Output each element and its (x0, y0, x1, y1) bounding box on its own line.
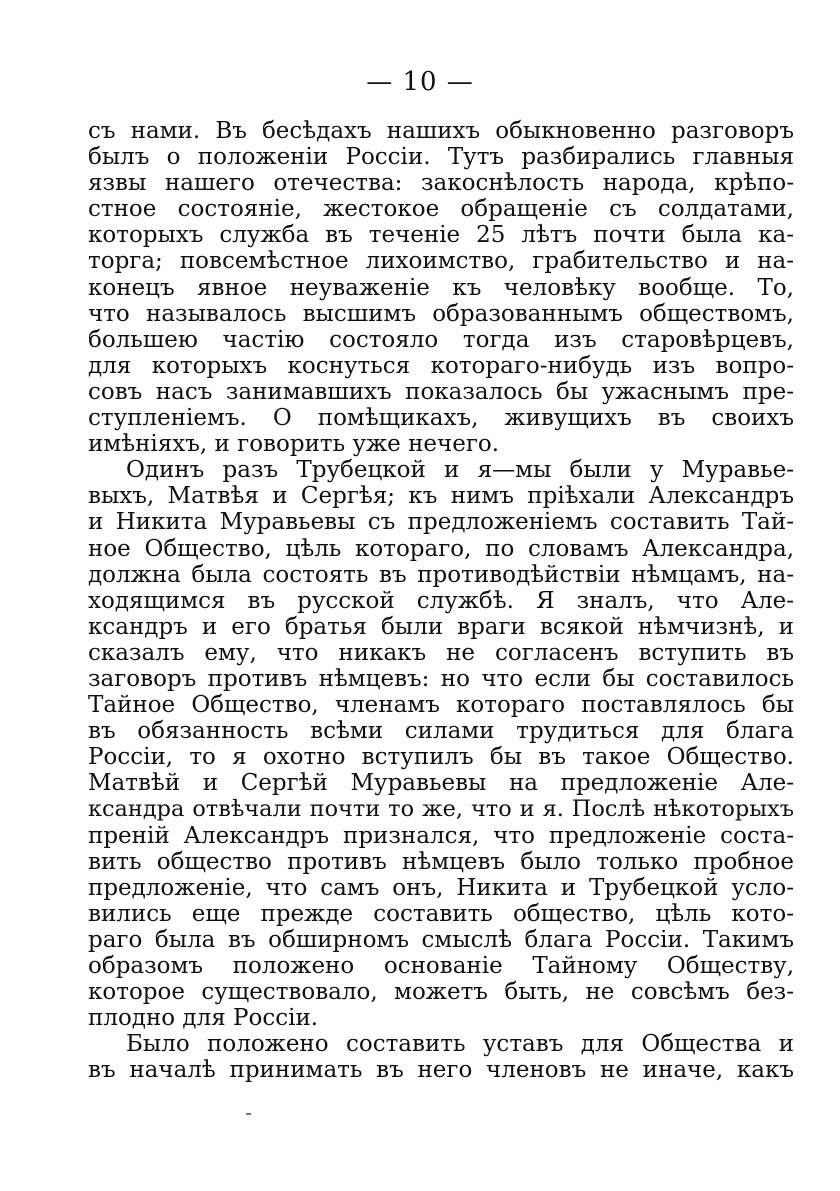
paragraph-start-line: Было положено составить уставъ для Общества и (126, 1031, 794, 1058)
text-line: сказалъ ему, что никакъ не согласенъ вступить въ (88, 639, 794, 666)
text-line: Россіи, то я охотно вступилъ бы въ такое Общество. (88, 744, 794, 771)
text-line: совъ насъ занимавшихъ показалось бы ужаснымъ пре- (88, 378, 794, 405)
text-line: ное Общество, цѣль котораго, по словамъ Александра, (88, 535, 794, 562)
text-line: выхъ, Матвѣя и Сергѣя; къ нимъ пріѣхали Александръ (88, 483, 794, 510)
text-line: Тайное Общество, членамъ котораго поставлялось бы (88, 692, 794, 719)
text-line: торга; повсемѣстное лихоимство, грабительство и на- (88, 248, 794, 275)
text-line: язвы нашего отечества: закоснѣлость народа, крѣпо- (88, 170, 794, 197)
text-line: ступленіемъ. О помѣщикахъ, живущихъ въ своихъ (88, 405, 794, 432)
text-line: преній Александръ признался, что предложеніе соста- (88, 822, 794, 849)
text-line: большею частію состояло тогда изъ старовѣрцевъ, (88, 326, 794, 353)
paragraph-end-line: плодно для Россіи. (88, 1005, 319, 1032)
text-line: для которыхъ коснуться котораго-нибудь изъ вопро- (88, 352, 794, 379)
page-number: — 10 — (366, 67, 474, 97)
text-line: стное состояніе, жестокое обращеніе съ солдатами, (88, 196, 794, 223)
text-line: въ началѣ принимать въ него членовъ не иначе, какъ (88, 1057, 794, 1084)
text-line: предложеніе, что самъ онъ, Никита и Трубецкой усло- (88, 874, 794, 901)
text-line: былъ о положеніи Россіи. Тутъ разбирались главныя (88, 144, 794, 171)
text-line: заговоръ противъ нѣмцевъ: но что если бы составилось (88, 665, 794, 692)
text-line: что называлось высшимъ образованнымъ обществомъ, (88, 300, 794, 327)
text-line: и Никита Муравьевы съ предложеніемъ составить Тай- (88, 509, 794, 536)
text-line: образомъ положено основаніе Тайному Обществу, (88, 953, 794, 979)
text-line: Матвѣй и Сергѣй Муравьевы на предложеніе Але- (88, 770, 794, 797)
text-line: въ обязанность всѣми силами трудиться для блага (88, 718, 794, 745)
text-line: раго была въ обширномъ смыслѣ блага Россіи. Такимъ (88, 926, 794, 953)
text-line: конецъ явное неуваженіе къ человѣку вообще. То, (88, 274, 794, 301)
text-line: съ нами. Въ бесѣдахъ нашихъ обыкновенно разговоръ (88, 118, 794, 144)
text-line: ходящимся въ русской службѣ. Я зналъ, что Але- (88, 587, 794, 614)
body-text (88, 118, 794, 1083)
text-line: которое существовало, можетъ быть, не совсѣмъ без- (88, 979, 794, 1006)
text-line: ксандръ и его братья были враги всякой нѣмчизнѣ, и (88, 613, 794, 640)
text-line: должна была состоять въ противодѣйствіи нѣмцамъ, на- (88, 561, 794, 588)
text-line: ксандра отвѣчали почти то же, что и я. Послѣ нѣкоторыхъ (88, 796, 794, 823)
scan-speck (246, 1113, 251, 1115)
paragraph-end-line: имѣніяхъ, и говорить уже нечего. (88, 431, 500, 458)
text-line: вить общество противъ нѣмцевъ было только пробное (88, 848, 794, 875)
paragraph-start-line: Одинъ разъ Трубецкой и я—мы были у Муравье- (126, 457, 794, 484)
text-line: вились еще прежде составить общество, цѣль кото- (88, 900, 794, 927)
text-line: которыхъ служба въ теченіе 25 лѣтъ почти была ка- (88, 222, 794, 249)
